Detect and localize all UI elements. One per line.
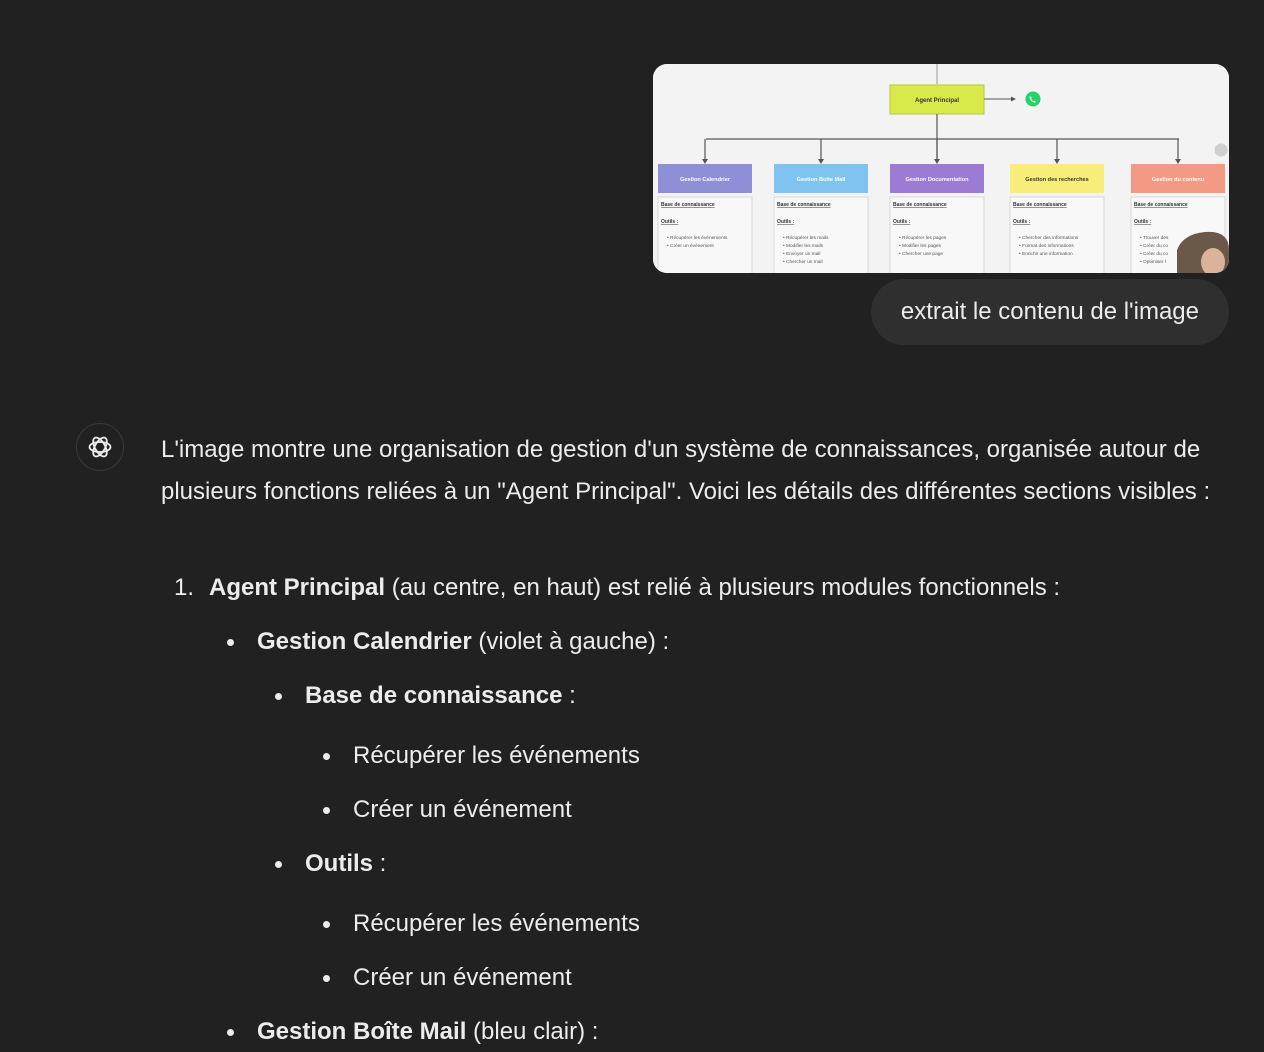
- item-bold: Gestion Calendrier: [257, 628, 472, 655]
- openai-logo-icon: [86, 433, 114, 461]
- column-title: Gestion du contenu: [1151, 177, 1205, 183]
- item-bold: Gestion Boîte Mail: [257, 1018, 467, 1045]
- column-title: Gestion Documentation: [905, 177, 969, 183]
- column-tool-item: • Chercher des informations: [1019, 236, 1079, 241]
- user-message-text: extrait le contenu de l'image: [900, 298, 1199, 325]
- column-tool-item: • Créer un événement: [667, 244, 714, 249]
- column-tools-label: Outils :: [777, 219, 795, 225]
- column-tool-item: • Optimiser l: [1140, 260, 1166, 265]
- user-message-bubble: [871, 279, 1229, 345]
- column-kb-label: Base de connaissance: [661, 202, 715, 208]
- item-text: Créer un événement: [353, 796, 572, 823]
- column-kb-label: Base de connaissance: [1013, 202, 1067, 208]
- item-text: (au centre, en haut) est relié à plusieurs modules fonctionnels :: [385, 574, 1061, 601]
- column-tool-item: • Trouver des: [1140, 236, 1169, 241]
- bullet-icon: [323, 921, 330, 928]
- column-tool-item: • Récupérer les événements: [667, 236, 728, 241]
- column-tool-item: • Créer du co: [1140, 244, 1169, 249]
- bullet-icon: [275, 693, 282, 700]
- column-tools-label: Outils :: [1134, 219, 1152, 225]
- item-text: Récupérer les événements: [353, 742, 640, 769]
- bullet-icon: [227, 639, 234, 646]
- column-tool-item: • Envoyer un mail: [783, 252, 821, 257]
- list-item-base-de-connaissance: [305, 680, 576, 712]
- bullet-icon: [323, 975, 330, 982]
- item-text: :: [562, 682, 576, 709]
- item-bold: Base de connaissance: [305, 682, 563, 709]
- column-tool-item: • Modifier les mails: [783, 244, 824, 249]
- column-tool-item: • Chercher un mail: [783, 260, 823, 265]
- column-kb-label: Base de connaissance: [1134, 202, 1188, 208]
- column-body: [658, 197, 752, 273]
- list-item-agent-principal: [174, 572, 1061, 604]
- column-title: Gestion Boite Mail: [796, 177, 846, 183]
- column-kb-label: Base de connaissance: [893, 202, 947, 208]
- bullet-icon: [323, 807, 330, 814]
- whatsapp-icon: [1026, 92, 1041, 107]
- column-tool-item: • Enrichir une information: [1019, 252, 1073, 257]
- list-number: 1.: [174, 574, 195, 601]
- column-tool-item: • Chercher une page: [899, 252, 944, 257]
- list-item: [353, 908, 640, 940]
- column-tools-label: Outils :: [1013, 219, 1031, 225]
- list-item-gestion-calendrier: [257, 626, 669, 658]
- column-tool-item: • Récupérer les pages: [899, 236, 947, 241]
- column-body: [1010, 197, 1104, 273]
- bullet-icon: [227, 1029, 234, 1036]
- column-tools-label: Outils :: [893, 219, 911, 225]
- column-body: [890, 197, 984, 273]
- column-tool-item: • Modifier les pages: [899, 244, 941, 249]
- column-tool-item: • Format des informations: [1019, 244, 1074, 249]
- scroll-indicator-icon: [1215, 144, 1228, 157]
- item-text: Récupérer les événements: [353, 910, 640, 937]
- column-kb-label: Base de connaissance: [777, 202, 831, 208]
- list-item: [353, 962, 572, 994]
- list-item-outils: [305, 848, 386, 880]
- column-title: Gestion Calendrier: [679, 177, 731, 183]
- assistant-avatar: [76, 423, 124, 471]
- assistant-intro: L'image montre une organisation de gestion d'un système de connaissances, organisée autour de plusieurs fonctions reliées à un "Agent Principal". Voici les détails des différentes sections visibles :: [161, 436, 1211, 505]
- agent-principal-label: Agent Principal: [914, 98, 960, 104]
- org-diagram: [653, 64, 1229, 273]
- column-tools-label: Outils :: [661, 219, 679, 225]
- item-text: (violet à gauche) :: [471, 628, 670, 655]
- bullet-icon: [323, 753, 330, 760]
- item-text: Créer un événement: [353, 964, 572, 991]
- list-item: [353, 740, 640, 772]
- item-text: :: [373, 850, 387, 877]
- item-text: (bleu clair) :: [466, 1018, 599, 1045]
- column-tool-item: • Créer du co: [1140, 252, 1169, 257]
- attached-image[interactable]: [653, 64, 1229, 273]
- list-item-gestion-boite-mail: [257, 1016, 598, 1048]
- bullet-icon: [275, 861, 282, 868]
- column-title: Gestion des recherches: [1025, 177, 1089, 183]
- item-bold: Outils: [305, 850, 374, 877]
- column-tool-item: • Récupérer les mails: [783, 236, 829, 241]
- item-bold: Agent Principal: [209, 574, 386, 601]
- list-item: [353, 794, 572, 826]
